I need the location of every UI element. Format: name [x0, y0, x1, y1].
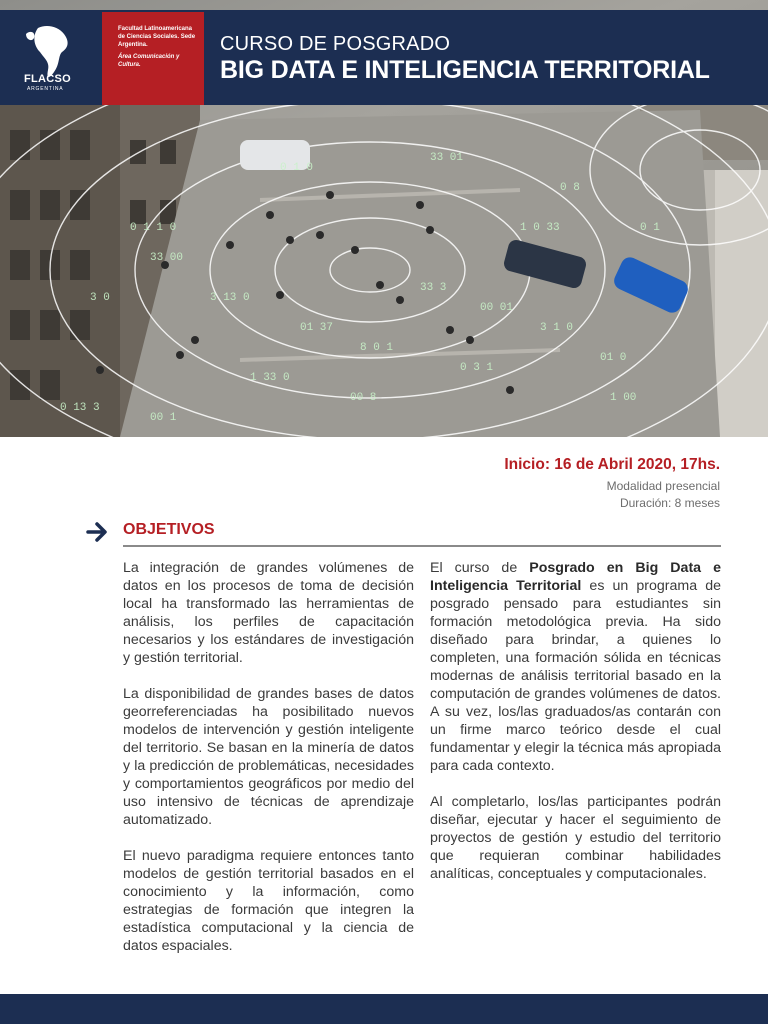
text-span: es un programa de posgrado pensado para estudiantes sin formación metodológica previa. Ha sido diseñado para brindar, a quienes lo completen, una formación sólida en técnicas modernas de análisis territorial basado en la computación de grandes volúmenes de datos. A su vez, los/las graduados/as contarán con un firme marco teórico desde el cual fundamentar y elegir la técnica más apropiada para cada contexto. — [430, 578, 722, 774]
footer-band — [0, 994, 768, 1024]
left-column — [123, 559, 414, 973]
duration: Duración: 8 meses — [619, 496, 720, 510]
paragraph — [430, 559, 721, 775]
section-title: OBJETIVOS — [123, 521, 215, 538]
svg-text:1 0 33: 1 0 33 — [520, 222, 560, 234]
svg-text:33 00: 33 00 — [150, 252, 184, 264]
svg-text:01 0: 01 0 — [600, 352, 627, 364]
svg-text:0 1 1 0: 0 1 1 0 — [130, 222, 177, 234]
paragraph: La disponibilidad de grandes bases de datos georreferenciadas ha posibilitado nuevos modelos de intervención y gestión inteligente del territorio. Se basan en la minería de datos y la predicción de problemáticas, necesidades y comportamientos geográficos por medio del uso intensivo de técnicas de aprendizaje automatizado. — [123, 686, 414, 828]
paragraph: La integración de grandes volúmenes de datos en los procesos de toma de decisión local ha transformado las herramientas de análisis, los perfiles de capacitación necesarios y los estándares de investigación y gestión territorial. — [123, 560, 414, 666]
right-column — [430, 559, 721, 901]
modality: Modalidad presencial — [606, 479, 720, 493]
svg-text:8 0 1: 8 0 1 — [360, 342, 394, 354]
area-text: Área Comunicación y Cultura. — [118, 54, 180, 68]
svg-text:33 01: 33 01 — [430, 152, 464, 164]
svg-text:33 3: 33 3 — [420, 282, 447, 294]
svg-text:1 33 0: 1 33 0 — [250, 372, 290, 384]
faculty-badge — [102, 12, 204, 105]
svg-text:0 8: 0 8 — [560, 182, 580, 194]
text-span: El curso de — [430, 560, 530, 576]
svg-text:0 1 0: 0 1 0 — [280, 162, 314, 174]
svg-text:00 1: 00 1 — [150, 412, 177, 424]
svg-text:01 37: 01 37 — [300, 322, 334, 334]
paragraph: Al completarlo, los/las participantes podrán diseñar, ejecutar y hacer el seguimiento de proyectos de gestión y estudio del territorio que requieran combinar habilidades analíticas, conceptuales y computacionales. — [430, 794, 721, 882]
svg-text:3 13 0: 3 13 0 — [210, 292, 250, 304]
paragraph: El nuevo paradigma requiere entonces tanto modelos de gestión territorial basados en el conocimiento y la información, como estrategias de formación que integren la estadística computacional y la ciencia de datos espaciales. — [123, 848, 414, 954]
logo-name: FLACSO — [24, 73, 72, 85]
svg-text:3 1 0: 3 1 0 — [540, 322, 574, 334]
svg-text:0 13 3: 0 13 3 — [60, 402, 100, 414]
course-name-bold: Posgrado en Big Data e Inteligencia Territorial — [430, 560, 722, 594]
start-date: Inicio: 16 de Abril 2020, 17hs. — [504, 456, 720, 473]
svg-text:0 3 1: 0 3 1 — [460, 362, 494, 374]
course-label: CURSO DE POSGRADO — [220, 33, 451, 55]
arrow-right-icon — [86, 520, 110, 544]
faculty-text: Facultad Latinoamericana de Ciencias Sociales. Sede Argentina. — [118, 26, 196, 48]
course-title: BIG DATA E INTELIGENCIA TERRITORIAL — [220, 56, 710, 84]
svg-text:00 8: 00 8 — [350, 392, 377, 404]
svg-text:1 00: 1 00 — [610, 392, 637, 404]
svg-text:3 0: 3 0 — [90, 292, 110, 304]
svg-text:00 01: 00 01 — [480, 302, 514, 314]
logo-country: ARGENTINA — [27, 86, 64, 92]
section-divider — [123, 545, 721, 547]
svg-text:0 1: 0 1 — [640, 222, 660, 234]
